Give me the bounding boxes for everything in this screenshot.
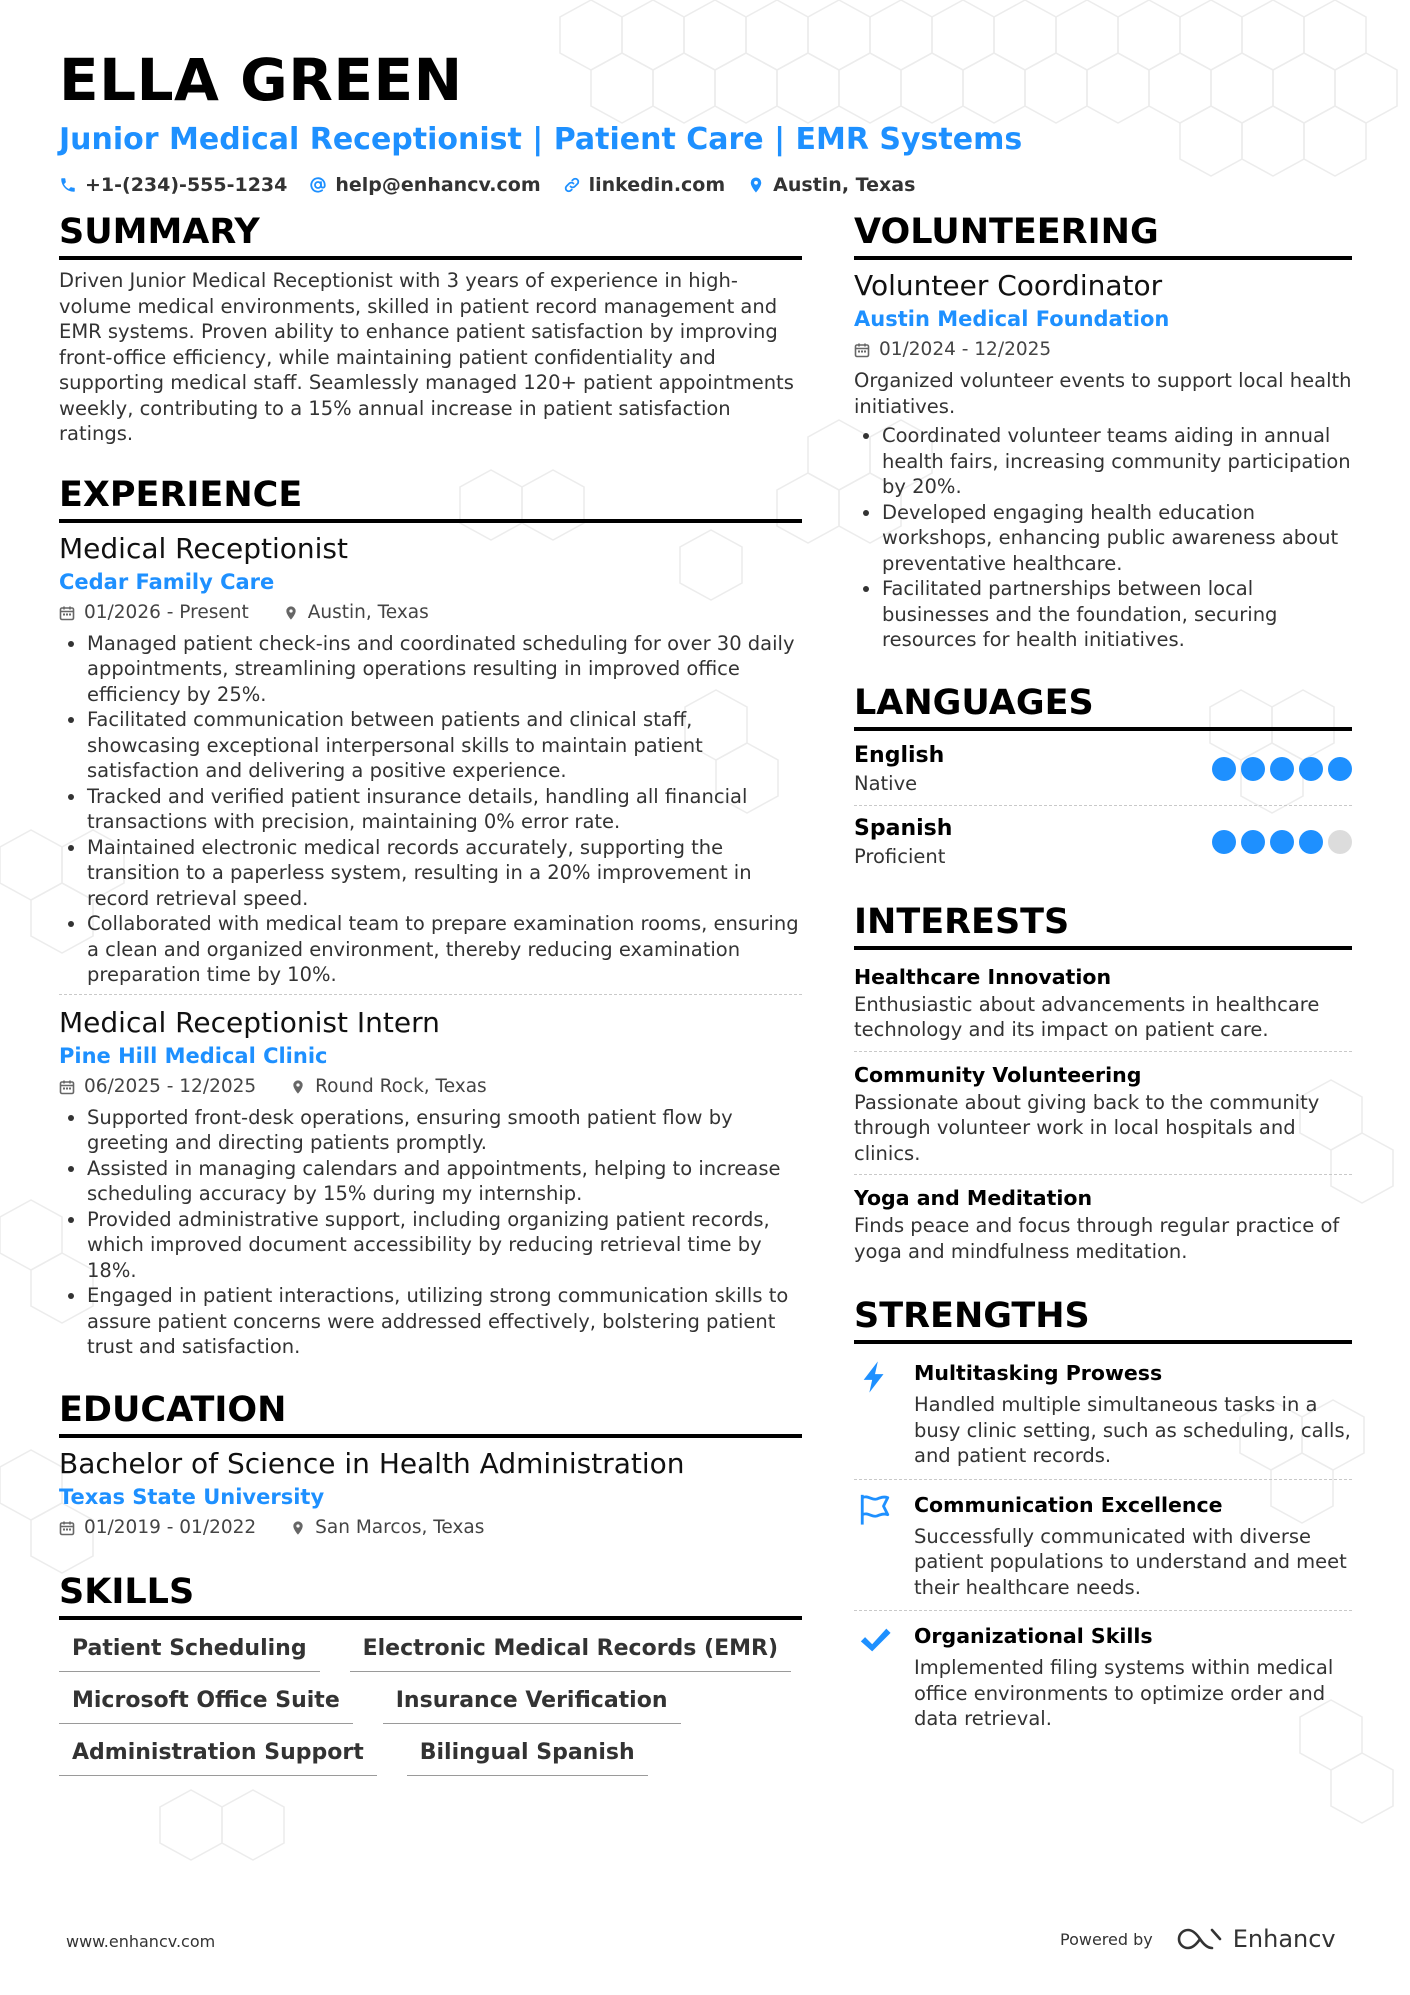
skills-section: [59, 1570, 802, 1776]
strength-title: Communication Excellence: [914, 1492, 1223, 1517]
education-dates-text: 01/2019 - 01/2022: [84, 1516, 257, 1538]
job-meta: [59, 1073, 802, 1101]
language-rating: [1212, 830, 1352, 854]
location-pin-icon: [290, 1079, 306, 1095]
volunteer-role: Volunteer Coordinator: [854, 269, 1163, 302]
summary-section: [59, 210, 802, 447]
volunteer-organization: Austin Medical Foundation: [854, 307, 1170, 331]
bullet-item: • Provided administrative support, including organizing patient records, which improved document accessibility by reducing retrieval time by 18%.: [87, 1207, 802, 1284]
strength-description: Successfully communicated with diverse patient populations to understand and meet their healthcare needs.: [914, 1524, 1347, 1599]
rating-dot-filled: [1241, 830, 1265, 854]
language-level: Proficient: [854, 844, 946, 868]
skill-tag: Microsoft Office Suite: [59, 1682, 353, 1724]
phone-text: +1-(234)-555-1234: [85, 174, 288, 196]
lightning-icon: [854, 1358, 896, 1469]
language-item: [854, 739, 1352, 805]
bullet-item: • Tracked and verified patient insurance details, handling all financial transactions with precision, maintaining 0% error rate.: [87, 784, 802, 835]
summary-text: Driven Junior Medical Receptionist with 3 years of experience in high-volume medical environments, skilled in patient record management and EMR systems. Proven ability to enhance patient satisfaction by improving front-office efficiency, while maintaining patient confidentiality and supporting medical staff. Seamlessly managed 120+ patient appointments weekly, contributing to a 15% annual increase in patient satisfaction ratings.: [59, 269, 794, 445]
contact-linkedin[interactable]: [563, 174, 726, 196]
rating-dot-filled: [1212, 757, 1236, 781]
interest-description: Finds peace and focus through regular practice of yoga and mindfulness meditation.: [854, 1214, 1340, 1263]
interest-item: [854, 1051, 1352, 1175]
skill-tag: Insurance Verification: [383, 1682, 681, 1724]
powered-by-text: Powered by: [1060, 1929, 1153, 1949]
experience-entry: [59, 531, 802, 994]
language-name: English: [854, 742, 945, 768]
interest-title: Healthcare Innovation: [854, 964, 1112, 989]
location-pin-icon: [747, 176, 765, 194]
skill-tag: Administration Support: [59, 1734, 377, 1776]
interest-title: Yoga and Meditation: [854, 1186, 1093, 1210]
rating-dot-filled: [1299, 830, 1323, 854]
job-title: Medical Receptionist Intern: [59, 1005, 440, 1039]
skill-tag: Bilingual Spanish: [407, 1734, 648, 1776]
interest-title: Community Volunteering: [854, 1062, 1142, 1087]
job-location: [290, 1073, 487, 1101]
contact-email[interactable]: [309, 174, 540, 196]
language-name: Spanish: [854, 815, 953, 841]
strengths-heading: STRENGTHS: [854, 1294, 1352, 1344]
rating-dot-filled: [1299, 757, 1323, 781]
interest-description: Passionate about giving back to the community through volunteer work in local hospitals and clinics.: [854, 1090, 1320, 1165]
strength-description: Implemented filing systems within medical office environments to optimize order and data retrieval.: [914, 1656, 1334, 1730]
summary-heading: SUMMARY: [59, 210, 802, 260]
job-location: [283, 599, 429, 627]
bullet-item: • Facilitated communication between patients and clinical staff, showcasing exceptional interpersonal skills to maintain patient satisfaction and delivering a positive experience.: [87, 707, 802, 784]
bullet-item: • Supported front-desk operations, ensuring smooth patient flow by greeting and directing patients promptly.: [87, 1105, 802, 1156]
volunteering-entry: [854, 268, 1352, 659]
rating-dot-filled: [1241, 757, 1265, 781]
experience-heading: EXPERIENCE: [59, 473, 802, 523]
job-location-text: Round Rock, Texas: [315, 1075, 487, 1097]
language-item: [854, 805, 1352, 878]
job-dates: [59, 599, 249, 627]
interest-item: [854, 1174, 1352, 1272]
enhancv-logo[interactable]: [1177, 1925, 1336, 1953]
strength-title: Organizational Skills: [914, 1624, 1153, 1648]
strength-item: [854, 1610, 1352, 1742]
interests-section: [854, 900, 1352, 1273]
bullet-item: • Managed patient check-ins and coordinated scheduling for over 30 daily appointments, streamlining operations resulting in improved office efficiency by 25%.: [87, 631, 802, 708]
checkmark-icon: [854, 1621, 896, 1732]
resume-header: [59, 44, 1349, 196]
strength-title: Multitasking Prowess: [914, 1361, 1163, 1385]
at-sign-icon: [309, 176, 327, 194]
bullet-item: • Coordinated volunteer teams aiding in annual health fairs, increasing community participation by 20%.: [882, 423, 1352, 500]
job-bullets: [59, 631, 802, 988]
interests-heading: INTERESTS: [854, 900, 1352, 950]
rating-dot-filled: [1328, 757, 1352, 781]
education-section: [59, 1388, 802, 1548]
strengths-section: [854, 1294, 1352, 1742]
rating-dot-filled: [1212, 830, 1236, 854]
education-dates: [59, 1514, 256, 1542]
footer-branding: [1060, 1925, 1336, 1953]
location-text: Austin, Texas: [773, 174, 916, 196]
job-dates-text: 06/2025 - 12/2025: [84, 1075, 257, 1097]
education-location-text: San Marcos, Texas: [315, 1516, 485, 1538]
footer-website[interactable]: www.enhancv.com: [66, 1932, 216, 1951]
education-heading: EDUCATION: [59, 1388, 802, 1438]
bullet-item: • Assisted in managing calendars and appointments, helping to increase scheduling accuracy by 15% during my internship.: [87, 1156, 802, 1207]
education-location: [290, 1514, 484, 1542]
bullet-item: • Maintained electronic medical records accurately, supporting the transition to a paperless system, resulting in a 20% improvement in record retrieval speed.: [87, 835, 802, 912]
calendar-icon: [854, 342, 870, 358]
volunteer-meta: [854, 336, 1352, 364]
linkedin-text: linkedin.com: [588, 174, 726, 196]
bullet-item: • Facilitated partnerships between local businesses and the foundation, securing resources for health initiatives.: [882, 576, 1352, 653]
volunteering-heading: VOLUNTEERING: [854, 210, 1352, 260]
contact-location: [747, 174, 915, 196]
experience-section: [59, 473, 802, 1366]
calendar-icon: [59, 605, 75, 621]
education-meta: [59, 1514, 802, 1542]
rating-dot-empty: [1328, 830, 1352, 854]
skill-tag: Electronic Medical Records (EMR): [350, 1630, 791, 1672]
job-meta: [59, 599, 802, 627]
left-column: [59, 210, 802, 1798]
contact-phone[interactable]: [59, 174, 287, 196]
job-bullets: [59, 1105, 802, 1360]
rating-dot-filled: [1270, 830, 1294, 854]
languages-heading: LANGUAGES: [854, 681, 1352, 731]
link-icon: [563, 176, 581, 194]
company-name: Pine Hill Medical Clinic: [59, 1043, 328, 1068]
calendar-icon: [59, 1520, 75, 1536]
job-title: Medical Receptionist: [59, 531, 348, 565]
calendar-icon: [59, 1079, 75, 1095]
education-entry: [59, 1446, 802, 1548]
job-dates-text: 01/2026 - Present: [84, 601, 249, 623]
strength-item: [854, 1479, 1352, 1611]
volunteering-section: [854, 210, 1352, 659]
experience-entry: [59, 994, 802, 1366]
bullet-item: • Engaged in patient interactions, utilizing strong communication skills to assure patient concerns were addressed effectively, bolstering patient trust and satisfaction.: [87, 1283, 802, 1360]
candidate-name: ELLA GREEN: [59, 46, 463, 114]
skill-tag: Patient Scheduling: [59, 1630, 320, 1672]
flag-icon: [854, 1490, 896, 1601]
language-rating: [1212, 757, 1352, 781]
location-pin-icon: [283, 605, 299, 621]
location-pin-icon: [290, 1520, 306, 1536]
phone-icon: [59, 176, 77, 194]
strength-item: [854, 1352, 1352, 1479]
languages-section: [854, 681, 1352, 878]
volunteer-bullets: [854, 423, 1352, 653]
skills-heading: SKILLS: [59, 1570, 802, 1620]
language-level: Native: [854, 771, 918, 795]
company-name: Cedar Family Care: [59, 569, 275, 594]
degree-title: Bachelor of Science in Health Administration: [59, 1446, 685, 1480]
bullet-item: • Developed engaging health education workshops, enhancing public awareness about preventative healthcare.: [882, 500, 1352, 577]
volunteer-dates: [854, 336, 1051, 364]
infinity-logo-icon: [1177, 1927, 1223, 1951]
bullet-item: • Collaborated with medical team to prepare examination rooms, ensuring a clean and organized environment, thereby reducing examination preparation time by 10%.: [87, 911, 802, 988]
candidate-headline: Junior Medical Receptionist | Patient Care | EMR Systems: [59, 122, 1023, 157]
strength-description: Handled multiple simultaneous tasks in a busy clinic setting, such as scheduling, calls, and patient records.: [914, 1393, 1351, 1467]
job-dates: [59, 1073, 256, 1101]
contact-list: [59, 174, 1349, 196]
brand-name: Enhancv: [1232, 1925, 1336, 1953]
rating-dot-filled: [1270, 757, 1294, 781]
volunteer-description: Organized volunteer events to support local health initiatives.: [854, 369, 1352, 418]
volunteer-dates-text: 01/2024 - 12/2025: [879, 339, 1052, 360]
email-text: help@enhancv.com: [335, 174, 541, 196]
interest-description: Enthusiastic about advancements in healthcare technology and its impact on patient care.: [854, 992, 1320, 1041]
interest-item: [854, 958, 1352, 1051]
job-location-text: Austin, Texas: [307, 601, 429, 623]
school-name: Texas State University: [59, 1484, 325, 1509]
right-column: [854, 210, 1352, 1764]
skills-list: [59, 1630, 802, 1776]
